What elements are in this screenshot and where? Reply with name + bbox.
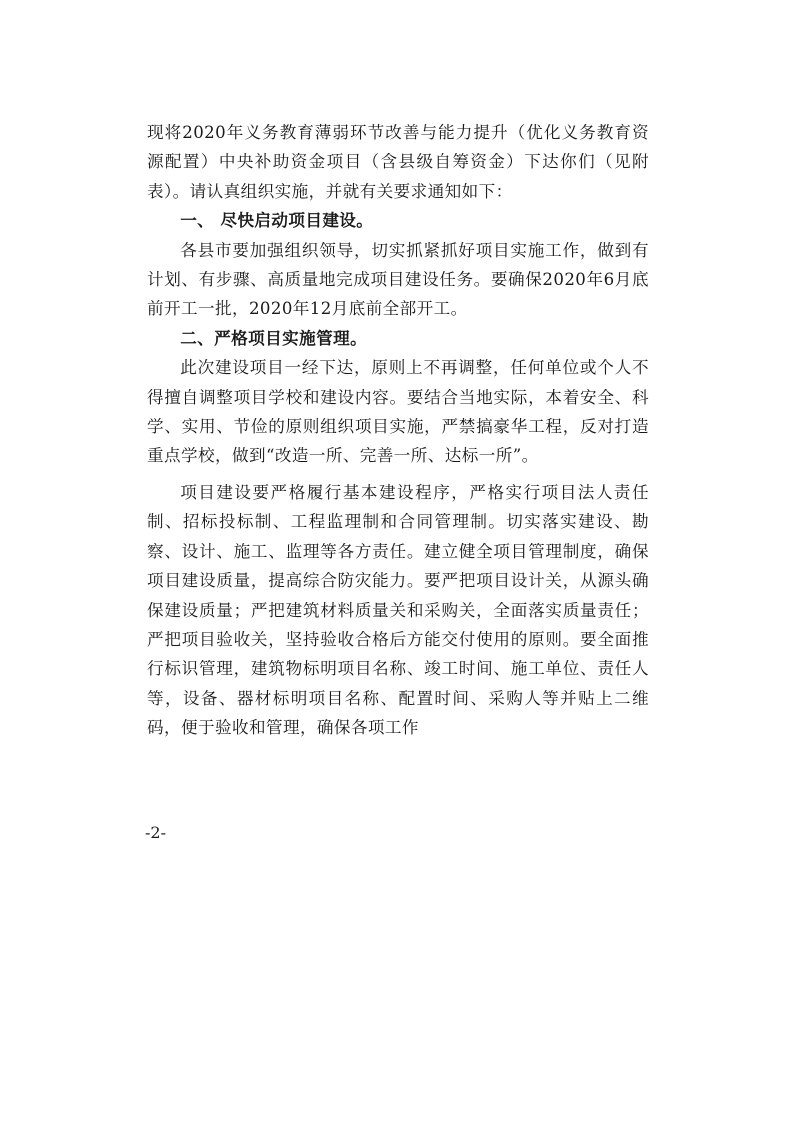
- section-heading-2: 二、严格项目实施管理。: [180, 328, 368, 348]
- paragraph-3: 项目建设要严格履行基本建设程序，严格实行项目法人责任制、招标投标制、工程监理制和合同管理制。切实落实建设、勘察、设计、施工、监理等各方责任。建立健全项目管理制度，确保项目建设质量，提高综合防灾能力。要严把项目设计关，从源头确保建设质量；严把建筑材料质量关和采购关，全面落实质量责任；严把项目验收关，坚持验收合格后方能交付使用的原则。要全面推行标识管理，建筑物标明项目名称、竣工时间、施工单位、责任人等，设备、器材标明项目名称、配置时间、采购人等并贴上二维码，便于验收和管理，确保各项工作: [147, 482, 649, 738]
- paragraph-2: 此次建设项目一经下达，原则上不再调整，任何单位或个人不得擅自调整项目学校和建设内容。要结合当地实际，本着安全、科学、实用、节俭的原则组织项目实施，严禁搞豪华工程，反对打造重点学校，做到“改造一所、完善一所、达标一所”。: [147, 358, 649, 466]
- paragraph-1: 各县市要加强组织领导，切实抓紧抓好项目实施工作，做到有计划、有步骤、高质量地完成项目建设任务。要确保2020年6月底前开工一批，2020年12月底前全部开工。: [147, 240, 649, 319]
- page-number: -2-: [145, 823, 166, 842]
- section-heading-1: 一、 尽快启动项目建设。: [180, 211, 374, 231]
- intro-paragraph: 现将2020年义务教育薄弱环节改善与能力提升（优化义务教育资源配置）中央补助资金项目（含县级自筹资金）下达你们（见附表）。请认真组织实施，并就有关要求通知如下：: [147, 123, 649, 201]
- document-body: [147, 118, 649, 743]
